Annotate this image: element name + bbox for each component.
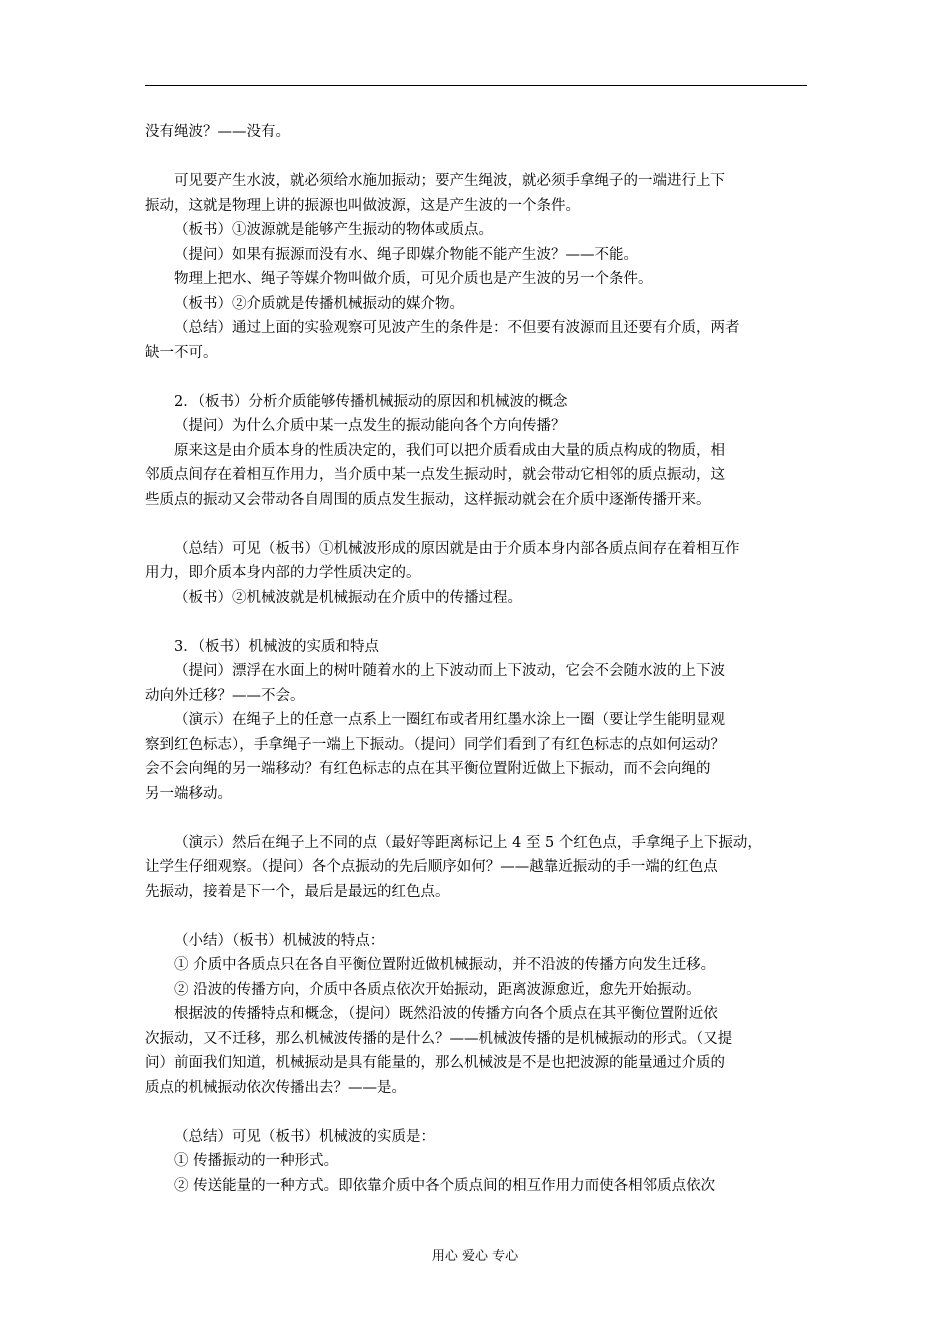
text-line: ② 沿波的传播方向，介质中各质点依次开始振动，距离波源愈近，愈先开始振动。 xyxy=(174,981,701,998)
text-line: （板书）②机械波就是机械振动在介质中的传播过程。 xyxy=(174,589,522,606)
document-body xyxy=(145,120,809,1198)
text-line: （总结）通过上面的实验观察可见波产生的条件是：不但要有波源而且还要有介质，两者 xyxy=(174,320,740,336)
text-line: （提问）如果有振源而没有水、绳子即媒介物能不能产生波？——不能。 xyxy=(174,246,638,263)
text-line: （演示）然后在绳子上不同的点（最好等距离标记上 4 至 5 个红色点，手拿绳子上下振动， xyxy=(174,834,762,851)
text-line: 让学生仔细观察。（提问）各个点振动的先后顺序如何？——越靠近振动的手一端的红色点 xyxy=(145,859,718,875)
paragraph xyxy=(145,929,809,954)
paragraph xyxy=(145,659,809,708)
text-line: （演示）在绳子上的任意一点系上一圈红布或者用红墨水涂上一圈（要让学生能明显观 xyxy=(174,712,725,728)
text-line: 些质点的振动又会带动各自周围的质点发生振动，这样振动就会在介质中逐渐传播开来。 xyxy=(145,491,711,508)
text-line: （板书）①波源就是能够产生振动的物体或质点。 xyxy=(174,222,493,238)
paragraph xyxy=(145,1125,809,1150)
paragraph xyxy=(145,169,809,218)
text-line: （总结）可见（板书）机械波的实质是： xyxy=(174,1128,435,1145)
text-line: 缺一不可。 xyxy=(145,344,218,361)
paragraph xyxy=(145,243,809,268)
text-line: 根据波的传播特点和概念，（提问）既然沿波的传播方向各个质点在其平衡位置附近依 xyxy=(174,1006,718,1022)
text-line: 2．（板书）分析介质能够传播机械振动的原因和机械波的概念 xyxy=(174,393,568,410)
text-line: （总结）可见（板书）①机械波形成的原因就是由于介质本身内部各质点间存在着相互作 xyxy=(174,540,740,557)
text-line: 先振动，接着是下一个，最后是最远的红色点。 xyxy=(145,883,450,900)
text-line: 会不会向绳的另一端移动？有红色标志的点在其平衡位置附近做上下振动，而不会向绳的 xyxy=(145,761,711,777)
paragraph xyxy=(145,414,809,439)
text-line: 察到红色标志），手拿绳子一端上下振动。（提问）同学们看到了有红色标志的点如何运动？ xyxy=(145,736,725,753)
page-footer: 用心 爱心 专心 xyxy=(431,1249,519,1264)
paragraph xyxy=(145,978,809,1003)
text-line: （提问）漂浮在水面上的树叶随着水的上下波动而上下波动，它会不会随水波的上下波 xyxy=(174,663,725,679)
text-line: （小结）（板书）机械波的特点： xyxy=(174,932,385,949)
paragraph xyxy=(145,267,809,292)
text-line: 原来这是由介质本身的性质决定的，我们可以把介质看成由大量的质点构成的物质，相 xyxy=(174,442,725,459)
paragraph xyxy=(145,831,809,905)
text-line: 次振动，又不迁移，那么机械波传播的是什么？——机械波传播的是机械振动的形式。（又提 xyxy=(145,1030,733,1047)
paragraph xyxy=(145,292,809,317)
paragraph xyxy=(145,537,809,586)
text-line: 没有绳波？——没有。 xyxy=(145,124,290,140)
text-line: 3．（板书）机械波的实质和特点 xyxy=(174,638,379,655)
paragraph xyxy=(145,1149,809,1174)
paragraph xyxy=(145,1174,809,1199)
text-line: 质点的机械振动依次传播出去？——是。 xyxy=(145,1079,406,1096)
text-line: 物理上把水、绳子等媒介物叫做介质，可见介质也是产生波的另一个条件。 xyxy=(174,271,653,287)
text-line: （提问）为什么介质中某一点发生的振动能向各个方向传播？ xyxy=(174,418,566,434)
text-line: 振动，这就是物理上讲的振源也叫做波源，这是产生波的一个条件。 xyxy=(145,197,580,214)
text-line: 邻质点间存在着相互作用力，当介质中某一点发生振动时，就会带动它相邻的质点振动，这 xyxy=(145,467,725,483)
paragraph xyxy=(145,1002,809,1100)
text-line: ① 传播振动的一种形式。 xyxy=(174,1153,339,1169)
paragraph xyxy=(145,439,809,513)
paragraph xyxy=(145,635,809,660)
text-line: 问）前面我们知道，机械振动是具有能量的，那么机械波是不是也把波源的能量通过介质的 xyxy=(145,1055,725,1071)
paragraph xyxy=(145,390,809,415)
text-line: 用力，即介质本身内部的力学性质决定的。 xyxy=(145,565,421,581)
text-line: （板书）②介质就是传播机械振动的媒介物。 xyxy=(174,295,464,312)
paragraph xyxy=(145,953,809,978)
paragraph xyxy=(145,708,809,806)
header-rule xyxy=(145,85,807,86)
paragraph xyxy=(145,316,809,365)
paragraph xyxy=(145,218,809,243)
text-line: ① 介质中各质点只在各自平衡位置附近做机械振动，并不沿波的传播方向发生迁移。 xyxy=(174,957,716,973)
text-line: ② 传送能量的一种方式。即依靠介质中各个质点间的相互作用力而使各相邻质点依次 xyxy=(174,1177,716,1194)
paragraph xyxy=(145,120,809,145)
text-line: 动向外迁移？——不会。 xyxy=(145,687,305,704)
paragraph xyxy=(145,586,809,611)
text-line: 可见要产生水波，就必须给水施加振动；要产生绳波，就必须手拿绳子的一端进行上下 xyxy=(174,173,725,189)
text-line: 另一端移动。 xyxy=(145,785,232,802)
